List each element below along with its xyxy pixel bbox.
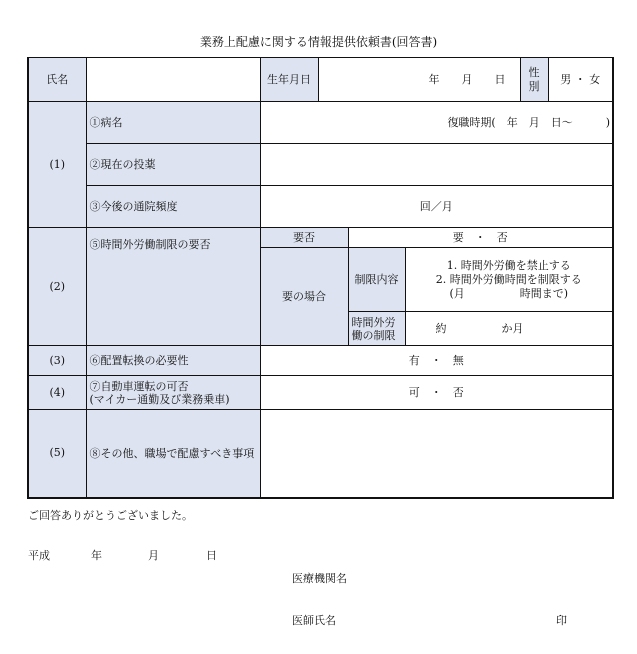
doctor-name-label: 医師氏名 [292,614,336,627]
need-label: 要否 [260,228,348,248]
document-title: 業務上配慮に関する情報提供依頼書(回答書) [199,35,438,49]
relocation-label: ⑥配置転換の必要性 [86,346,260,376]
restriction-option-1[interactable]: 1. 時間外労働を禁止する [446,258,571,272]
section1-visit-row [28,186,613,228]
section3-number: (3) [28,346,86,376]
if-needed-label: 要の場合 [260,248,348,346]
medication-label: ②現在の投薬 [86,144,260,186]
restriction-options[interactable] [405,248,613,312]
birthdate-label: 生年月日 [260,58,318,102]
overtime-restriction-label: ⑤時間外労働制限の要否 [86,228,260,346]
date-year: 年 [91,549,102,562]
date-month: 月 [148,549,159,562]
name-field[interactable] [86,58,260,102]
section3-row [28,346,613,376]
seal-mark: 印 [556,614,567,627]
restriction-content-label: 制限内容 [348,248,405,312]
date-era: 平成 [28,549,50,562]
response-form-table [27,57,614,499]
other-considerations-field[interactable] [260,410,613,498]
section4-number: (4) [28,376,86,410]
section1-medication-row [28,144,613,186]
overtime-limit-label: 時間外労働の制限 [348,312,405,346]
visit-frequency-field[interactable]: 回／月 [260,186,613,228]
medication-field[interactable] [260,144,613,186]
section1-disease-row [28,102,613,144]
disease-label: ①病名 [86,102,260,144]
visit-frequency-label: ③今後の通院頻度 [86,186,260,228]
section2-need-row [28,228,613,248]
section2-number: (2) [28,228,86,346]
header-row [28,58,613,102]
need-field[interactable]: 要 ・ 否 [348,228,613,248]
driving-field[interactable]: 可 ・ 否 [260,376,613,410]
name-label: 氏名 [28,58,86,102]
birthdate-field[interactable]: 年 月 日 [318,58,520,102]
section5-number: (5) [28,410,86,498]
return-date-field[interactable]: 復職時期( 年 月 日～ ) [260,102,613,144]
section4-row [28,376,613,410]
other-considerations-label: ⑧その他、職場で配慮すべき事項 [86,410,260,498]
section1-number: (1) [28,102,86,228]
relocation-field[interactable]: 有 ・ 無 [260,346,613,376]
date-day: 日 [206,549,217,562]
driving-label [86,376,260,410]
restriction-option-3[interactable]: (月 時間まで) [449,286,569,300]
restriction-option-2[interactable]: 2. 時間外労働時間を制限する [435,272,582,286]
sex-field[interactable]: 男 ・ 女 [548,58,613,102]
driving-label-line1: ⑦自動車運転の可否 [89,379,189,393]
institution-label: 医療機関名 [292,572,347,585]
thanks-text: ご回答ありがとうございました。 [28,509,193,522]
sex-label: 性別 [520,58,548,102]
section5-row [28,410,613,498]
driving-label-line2: (マイカー通勤及び業務乗車) [89,392,230,406]
overtime-limit-field[interactable]: 約 か月 [405,312,613,346]
